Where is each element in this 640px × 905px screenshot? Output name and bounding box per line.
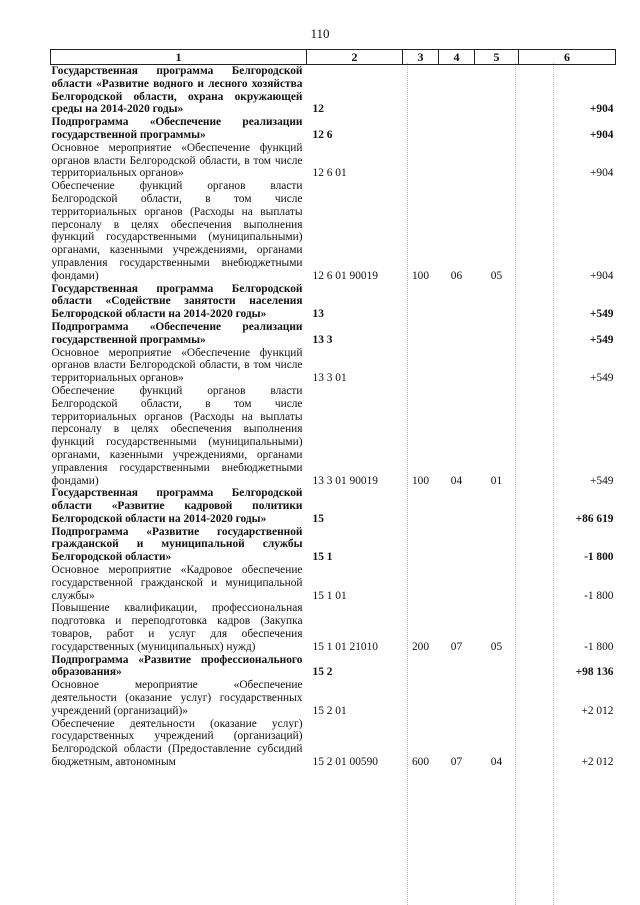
row-name-cell: Подпрограмма «Обеспечение реализации государственной программы» xyxy=(51,320,303,346)
row-code-cell: 13 3 01 xyxy=(312,372,347,385)
row-subsection-cell: 01 xyxy=(490,474,503,487)
row-subsection-cell xyxy=(475,654,519,680)
header-cell: 6 xyxy=(519,50,616,65)
table-row xyxy=(51,602,616,653)
row-expense-type-cell xyxy=(403,142,439,180)
table-row xyxy=(51,679,616,717)
row-subsection-cell: 05 xyxy=(490,269,503,282)
row-name-cell: Подпрограмма «Развитие государственной гражданской и муниципальной службы Белгородской области» xyxy=(51,525,303,564)
table-row xyxy=(51,718,616,769)
row-section-cell xyxy=(439,116,475,142)
row-subsection-cell xyxy=(475,679,519,717)
table-row xyxy=(51,180,616,282)
row-section-cell: 07 xyxy=(450,756,463,769)
header-row xyxy=(51,50,616,65)
row-code-cell: 15 2 xyxy=(312,666,333,679)
row-expense-type-cell xyxy=(403,564,439,602)
row-code-cell: 12 6 01 90019 xyxy=(312,269,378,282)
row-amount-cell: +904 xyxy=(589,128,614,141)
row-expense-type-cell xyxy=(403,526,439,564)
row-expense-type-cell xyxy=(403,679,439,717)
row-section-cell xyxy=(439,654,475,680)
row-name-cell: Основное мероприятие «Обеспечение деятельности (оказание услуг) государственных учреждений (организаций)» xyxy=(51,679,303,717)
table-row xyxy=(51,526,616,564)
row-code-cell: 15 xyxy=(312,512,324,525)
row-section-cell: 06 xyxy=(450,269,463,282)
row-section-cell xyxy=(439,65,475,117)
row-code-cell: 13 3 01 90019 xyxy=(312,474,378,487)
row-name-cell: Обеспечение функций органов власти Белгородской области, в том числе территориальных органов (Расходы на выплаты персоналу в целях обеспечения выполнения функций государственными (муниципальными) органами, казенными учреждениями, органами управления государственными внебюджетными фондами) xyxy=(51,384,303,487)
row-name-cell: Обеспечение деятельности (оказание услуг) государственных учреждений (организаций) Белгородской области (Предоставление субсидий бюджетным, автономным xyxy=(51,717,303,769)
table-row xyxy=(51,116,616,142)
row-amount-cell: +904 xyxy=(589,269,614,282)
table-row xyxy=(51,564,616,602)
row-section-cell xyxy=(439,526,475,564)
row-name-cell: Основное мероприятие «Обеспечение функций органов власти Белгородской области, в том числе территориальных органов» xyxy=(51,346,303,385)
table-row xyxy=(51,283,616,321)
row-name-cell: Основное мероприятие «Обеспечение функций органов власти Белгородской области, в том числе территориальных органов» xyxy=(51,141,303,180)
row-code-cell: 13 3 xyxy=(312,333,333,346)
row-amount-cell: +549 xyxy=(589,474,614,487)
row-expense-type-cell xyxy=(403,116,439,142)
row-code-cell: 15 2 01 00590 xyxy=(312,756,378,769)
row-section-cell xyxy=(439,283,475,321)
row-expense-type-cell: 100 xyxy=(411,474,430,487)
row-amount-cell: +98 136 xyxy=(575,666,614,679)
row-amount-cell: -1 800 xyxy=(584,551,614,564)
header-cell: 2 xyxy=(307,50,403,65)
header-cell: 5 xyxy=(475,50,519,65)
row-expense-type-cell xyxy=(403,654,439,680)
row-section-cell xyxy=(439,321,475,347)
row-name-cell: Обеспечение функций органов власти Белгородской области, в том числе территориальных органов (Расходы на выплаты персоналу в целях обеспечения выполнения функций государственными (муниципальными) органами, казенными учреждениями, органами управления государственными внебюджетными фондами) xyxy=(51,180,303,282)
row-code-cell: 12 6 01 xyxy=(312,167,347,180)
row-subsection-cell xyxy=(475,321,519,347)
row-name-cell: Государственная программа Белгородской области «Содействие занятости населения Белгородской области на 2014-2020 годы» xyxy=(51,282,303,321)
row-name-cell: Подпрограмма «Развитие профессионального образования» xyxy=(51,653,303,679)
table-row xyxy=(51,654,616,680)
row-name-cell: Основное мероприятие «Кадровое обеспечение государственной гражданской и муниципальной службы» xyxy=(51,564,303,602)
row-name-cell: Государственная программа Белгородской области «Развитие кадровой политики Белгородской области на 2014-2020 годы» xyxy=(51,487,303,525)
row-amount-cell: +86 619 xyxy=(575,512,614,525)
row-expense-type-cell xyxy=(403,347,439,385)
row-subsection-cell xyxy=(475,283,519,321)
row-amount-cell: +549 xyxy=(589,308,614,321)
row-section-cell xyxy=(439,347,475,385)
row-code-cell: 15 1 01 xyxy=(312,589,347,602)
row-subsection-cell: 04 xyxy=(490,756,503,769)
row-subsection-cell xyxy=(475,347,519,385)
row-expense-type-cell xyxy=(403,65,439,117)
row-code-cell: 15 2 01 xyxy=(312,704,347,717)
budget-table xyxy=(50,49,616,769)
row-amount-cell: +549 xyxy=(589,372,614,385)
row-subsection-cell xyxy=(475,142,519,180)
row-amount-cell: +904 xyxy=(589,167,614,180)
row-expense-type-cell: 600 xyxy=(411,756,430,769)
row-name-cell: Повышение квалификации, профессиональная подготовка и переподготовка кадров (Закупка товаров, работ и услуг для обеспечения государственных (муниципальных) нужд) xyxy=(51,602,303,653)
row-name-cell: Государственная программа Белгородской области «Развитие водного и лесного хозяйства Белгородской области, охрана окружающей среды на 2014-2020 годы» xyxy=(51,65,303,116)
row-section-cell xyxy=(439,142,475,180)
table-row xyxy=(51,142,616,180)
row-subsection-cell xyxy=(475,526,519,564)
row-expense-type-cell xyxy=(403,321,439,347)
header-cell: 4 xyxy=(439,50,475,65)
row-code-cell: 12 6 xyxy=(312,128,333,141)
row-expense-type-cell xyxy=(403,487,439,525)
table-row xyxy=(51,65,616,117)
row-name-cell: Подпрограмма «Обеспечение реализации государственной программы» xyxy=(51,116,303,141)
row-amount-cell: -1 800 xyxy=(584,640,614,653)
row-expense-type-cell xyxy=(403,283,439,321)
row-code-cell: 15 1 01 21010 xyxy=(312,640,378,653)
row-section-cell: 07 xyxy=(450,640,463,653)
row-amount-cell: +904 xyxy=(589,103,614,116)
row-subsection-cell: 05 xyxy=(490,640,503,653)
table-row xyxy=(51,385,616,487)
header-cell: 1 xyxy=(51,50,307,65)
row-amount-cell: -1 800 xyxy=(584,589,614,602)
header-cell: 3 xyxy=(403,50,439,65)
table-row xyxy=(51,321,616,347)
row-subsection-cell xyxy=(475,564,519,602)
row-expense-type-cell: 200 xyxy=(411,640,430,653)
row-amount-cell: +2 012 xyxy=(581,704,614,717)
row-section-cell xyxy=(439,679,475,717)
row-subsection-cell xyxy=(475,65,519,117)
row-subsection-cell xyxy=(475,116,519,142)
row-subsection-cell xyxy=(475,487,519,525)
row-section-cell: 04 xyxy=(450,474,463,487)
row-expense-type-cell: 100 xyxy=(411,269,430,282)
row-amount-cell: +549 xyxy=(589,333,614,346)
row-section-cell xyxy=(439,487,475,525)
row-section-cell xyxy=(439,564,475,602)
row-code-cell: 12 xyxy=(312,103,324,116)
page-number: 110 xyxy=(310,26,330,41)
row-code-cell: 15 1 xyxy=(312,551,333,564)
row-amount-cell: +2 012 xyxy=(581,756,614,769)
table-row xyxy=(51,347,616,385)
table-row xyxy=(51,487,616,525)
row-code-cell: 13 xyxy=(312,308,324,321)
